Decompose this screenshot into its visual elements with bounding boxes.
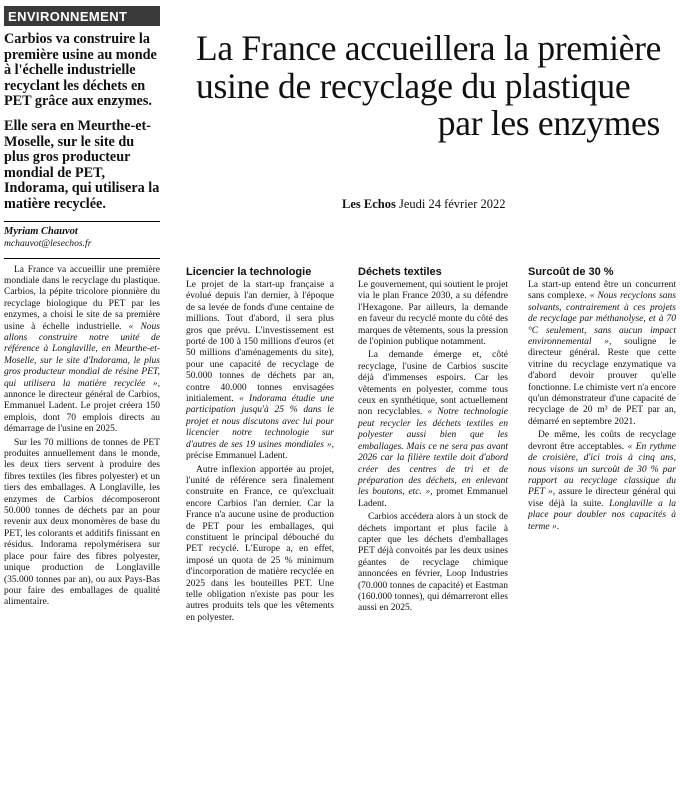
- column-text: [358, 280, 508, 615]
- paragraph: [358, 350, 508, 510]
- subheading: Surcoût de 30 %: [528, 266, 614, 278]
- subheading: Licencier la technologie: [186, 266, 312, 278]
- paragraph: Le gouvernement, qui soutient le projet via le plan France 2030, a su défendre l'Hexagone. Par ailleurs, la demande en faveur du recyclé monte du côté des marques de vêtements, sous la pression de l'opinion publique notamment.: [358, 280, 508, 348]
- standfirst-1: Carbios va construire la première usine au monde à l'échelle industrielle recyclant les déchets en PET grâce aux enzymes.: [4, 31, 157, 110]
- section-rubric: ENVIRONNEMENT: [4, 6, 160, 26]
- subheading: Déchets textiles: [358, 266, 442, 278]
- text: , assure le directeur général qui vise déjà la suite.: [528, 487, 677, 509]
- text: De même, les coûts de recyclage devront être acceptables.: [528, 430, 676, 452]
- quote: Longlaville a la place pour doubler nos capacités à terme »: [528, 498, 676, 532]
- paragraph: [528, 280, 676, 428]
- text: La start-up entend être un concurrent sans complexe.: [528, 280, 676, 302]
- divider: [4, 258, 160, 259]
- article-column-1: [186, 266, 334, 624]
- quote: « Nous allons construire notre unité de référence à Longlaville, en Meurthe-et-Moselle, sur le site d'Indorama, le plus gros producteur mondial de résine PET, qui utilisera la matière recyclée »: [4, 321, 160, 389]
- headline-line: par les enzymes: [437, 103, 660, 143]
- column-text: [528, 280, 676, 533]
- paragraph: [4, 265, 160, 436]
- quote: « Notre technologie peut recycler les déchets textiles en polyester aussi bien que les emballages. Mais ce ne sera pas avant 2026 car la filière textile doit d'abord créer des centres de tri et de préparation des déchets, en enlevant les boutons, etc. »: [358, 407, 508, 498]
- quote: « Nous recyclons sans solvants, contrairement à ces projets de recyclage par méthanolyse, et à 70 °C seulement, sans aucun impact environnemental »: [528, 291, 676, 348]
- publication-date: Jeudi 24 février 2022: [398, 197, 506, 211]
- standfirst-2: Elle sera en Meurthe-et-Moselle, sur le site du plus gros producteur mondial de PET, Indorama, qui utilisera la matière recyclée.: [4, 117, 160, 212]
- text: , souligne le directeur général. Reste que cette vitrine du recyclage enzymatique va d'abord devoir prouver qu'elle fonctionne. Le chimiste vert n'a encore qu'un démonstrateur d'une capacité de recyclage de 20 m³ de PET par an, démarré en septembre 2021.: [528, 337, 676, 427]
- text: Le projet de la start-up française a évolué depuis l'an dernier, à l'époque de sa levée de fonds d'une centaine de millions. Tout d'abord, il sera plus gros que prévu. L'investissement est porté de 100 à 150 millions d'euros (et 50 millions d'aménagements du site), pour une capacité de recyclage de 50.000 tonnes de déchets par an, contre 40.000 tonnes envisagées initialement.: [186, 280, 334, 405]
- paragraph: [528, 430, 676, 533]
- text: , promet Emmanuel Ladent.: [358, 487, 508, 509]
- text: La demande émerge et, côté recyclage, l'usine de Carbios suscite déjà d'immenses espoirs. Car les vêtements en polyester, comme tous ceux en synthétique, sont actuellement non recyclables.: [358, 350, 508, 418]
- quote: « Indorama étudie une participation jusqu'à 25 % dans le projet et nous discutons avec lui pour licencier notre technologie sur d'autres de ses 19 usines mondiales »: [186, 394, 334, 450]
- headline-line: usine de recyclage du plastique: [196, 65, 631, 106]
- paragraph: Carbios accédera alors à un stock de déchets important et plus facile à capter que les déchets d'emballages PET déjà convoités par les deux usines géantes de recyclage chimique annoncées en février, Loop Industries (70.000 tonnes de capacité) et Eastman (160.000 tonnes), qui démarreront elles aussi en 2025.: [358, 512, 508, 614]
- divider: [4, 221, 160, 222]
- dateline: [342, 197, 506, 212]
- sidebar-column: [4, 6, 160, 609]
- publication-name: Les Echos: [342, 197, 396, 211]
- text: .: [556, 521, 560, 532]
- article-column-2: [358, 266, 508, 615]
- headline-line: La France accueillera la première: [196, 28, 662, 68]
- paragraph: Autre inflexion apportée au projet, l'unité de référence sera finalement construite en France, ce qu'excluait encore Carbios l'an dernier. Car la France n'a aucune usine de production de PET pour les emballages, qui constituent le principal débouché du PET recyclé. L'Europe a, en effet, imposé un quota de 25 % minimum d'incorporation de matière recyclée en 2025 dans les bouteilles PET. Une telle obligation n'existe pas pour les autres produits tels que les vêtements en polyester.: [186, 464, 334, 623]
- headline: [180, 30, 664, 143]
- author-email: mchauvot@lesechos.fr: [4, 237, 92, 249]
- text: , annonce le directeur général de Carbios, Emmanuel Ladent. Le projet créera 150 emplois, dont 70 emplois directs au démarrage de l'usine en 2025.: [4, 378, 160, 435]
- paragraph: Sur les 70 millions de tonnes de PET produites annuellement dans le monde, les deux tiers servent à produire des fibres textiles (les fibres polyester) et un tiers des emballages. A Longlaville, les enzymes de Carbios décomposeront 50.000 tonnes de déchets par an pour revenir aux deux monomères de base du PET, les colorants et additifs finissant en résidus. Indorama repolymérisera sur place pour faire des fibres polyester, unique production de Longlaville (35.000 tonnes par an), ou aux Pays-Bas pour faire des emballages de qualité alimentaire.: [4, 437, 160, 608]
- paragraph: [186, 280, 334, 463]
- author-name: Myriam Chauvot: [4, 225, 78, 237]
- article-intro: [4, 265, 160, 609]
- column-text: [186, 280, 334, 624]
- text: La France va accueillir une première mondiale dans le recyclage du plastique. Carbios, la pépite tricolore pionnière du recyclage biologique du PET par les enzymes, a choisi le site de sa première usine à échelle industrielle.: [4, 264, 160, 332]
- quote: « En rythme de croisière, d'ici trois à cinq ans, nous visons un surcoût de 30 % par rapport au recyclage classique du PET »: [528, 441, 677, 498]
- text: , précise Emmanuel Ladent.: [186, 439, 334, 462]
- article-column-3: [528, 266, 676, 533]
